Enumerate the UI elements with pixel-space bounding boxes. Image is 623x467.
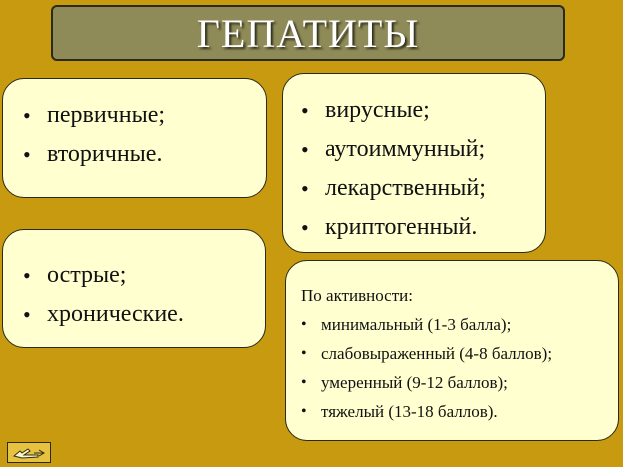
list-item: • лекарственный; bbox=[301, 169, 545, 208]
bullet-icon: • bbox=[301, 345, 307, 362]
page-title: ГЕПАТИТЫ bbox=[196, 10, 420, 56]
bullet-icon: • bbox=[301, 176, 309, 201]
bullet-icon: • bbox=[23, 302, 31, 327]
list-item: • умеренный (9-12 баллов); bbox=[301, 368, 618, 397]
return-hand-icon[interactable] bbox=[7, 442, 51, 463]
activity-heading: По активности: bbox=[301, 286, 413, 305]
list-item: • аутоиммунный; bbox=[301, 130, 545, 169]
origin-box bbox=[2, 78, 267, 198]
bullet-icon: • bbox=[23, 142, 31, 167]
bullet-icon: • bbox=[301, 374, 307, 391]
list-item: • первичные; bbox=[23, 96, 266, 135]
list-item: • хронические. bbox=[23, 295, 265, 334]
list-item: • слабовыраженный (4-8 баллов); bbox=[301, 339, 618, 368]
list-item: • вирусные; bbox=[301, 91, 545, 130]
etiology-list bbox=[301, 91, 545, 247]
list-item: • вторичные. bbox=[23, 135, 266, 174]
bullet-icon: • bbox=[301, 316, 307, 333]
course-box bbox=[2, 229, 266, 348]
hand-pointer-icon bbox=[8, 443, 50, 462]
list-item: • тяжелый (13-18 баллов). bbox=[301, 397, 618, 426]
activity-list bbox=[301, 310, 618, 426]
origin-list bbox=[23, 96, 266, 174]
list-item: • минимальный (1-3 балла); bbox=[301, 310, 618, 339]
bullet-icon: • bbox=[301, 215, 309, 240]
etiology-box bbox=[282, 73, 546, 253]
activity-box bbox=[285, 260, 619, 441]
bullet-icon: • bbox=[23, 263, 31, 288]
course-list bbox=[23, 256, 265, 334]
bullet-icon: • bbox=[301, 98, 309, 123]
bullet-icon: • bbox=[301, 403, 307, 420]
bullet-icon: • bbox=[301, 137, 309, 162]
list-item: • острые; bbox=[23, 256, 265, 295]
list-item: • криптогенный. bbox=[301, 208, 545, 247]
title-banner bbox=[51, 5, 565, 61]
bullet-icon: • bbox=[23, 103, 31, 128]
